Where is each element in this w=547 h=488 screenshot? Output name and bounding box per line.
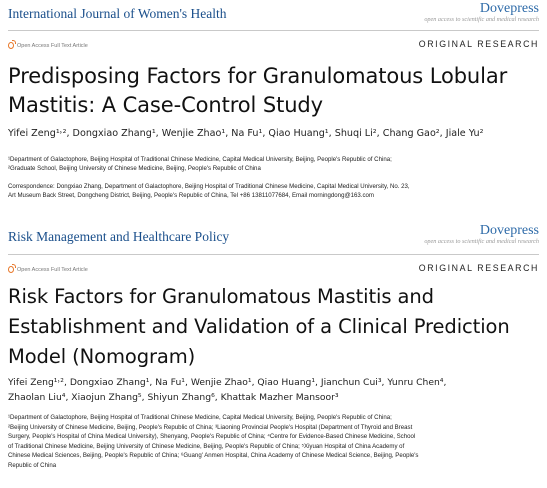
- affiliation-line: Surgery, People's Hospital of China Medical University), Shenyang, People's Republic of China; ⁴Centre for Evidence-Based Chinese Medicine, School: [8, 433, 416, 440]
- journal-name[interactable]: Risk Management and Healthcare Policy: [8, 229, 230, 244]
- title-line: Risk Factors for Granulomatous Mastitis and: [8, 285, 434, 308]
- affiliation-line: ²Graduate School, Beijing University of Chinese Medicine, Beijing, People's Republic of China: [8, 165, 261, 172]
- header-rule: [8, 30, 539, 31]
- open-access-lock-icon: [8, 266, 14, 273]
- open-access-lock-icon: [8, 42, 14, 49]
- publisher-name: Dovepress: [479, 1, 539, 16]
- open-access-text: Open Access Full Text Article: [17, 266, 88, 273]
- author-list: Yifei Zeng¹˒², Dongxiao Zhang¹, Wenjie Zhao¹, Na Fu¹, Qiao Huang¹, Shuqi Li², Chang Gao², Jiale Yu²: [8, 128, 484, 139]
- article-type: ORIGINAL RESEARCH: [418, 263, 539, 273]
- author-line: Zhaolan Liu⁴, Xiaojun Zhang⁵, Shiyun Zhang⁶, Khattak Mazher Mansoor³: [8, 392, 339, 403]
- open-access-label: [8, 42, 88, 49]
- journal-name[interactable]: International Journal of Women's Health: [8, 6, 227, 21]
- correspondence-line: Correspondence: Dongxiao Zhang, Department of Galactophore, Beijing Hospital of Traditional Chinese Medicine, Capital Medical University, No. 23,: [8, 183, 410, 190]
- publisher-tagline: open access to scientific and medical research: [424, 238, 539, 245]
- journal-header: [8, 0, 539, 28]
- publisher-logo[interactable]: [424, 1, 539, 24]
- title-line: Establishment and Validation of a Clinical Prediction: [8, 315, 510, 338]
- affiliation-line: of Traditional Chinese Medicine, Beijing University of Chinese Medicine, Beijing, People's Republic of China; ⁵Xiyuan Hospital of China Academy of: [8, 442, 405, 450]
- affiliation-line: Republic of China: [8, 461, 57, 469]
- article-header-1: [0, 0, 547, 222]
- open-access-text: Open Access Full Text Article: [17, 42, 88, 49]
- publisher-logo[interactable]: [424, 223, 539, 246]
- affiliation-line: ²Beijing University of Chinese Medicine, Beijing, People's Republic of China; ³Liaoning Provincial People's Hospital (Department of Thyroid and Breast: [8, 423, 413, 431]
- affiliation-line: ¹Department of Galactophore, Beijing Hospital of Traditional Chinese Medicine, Capital Medical University, Beijing, People's Republic of China;: [8, 414, 392, 421]
- open-access-label: [8, 266, 88, 273]
- title-line: Model (Nomogram): [8, 345, 196, 368]
- author-line: Yifei Zeng¹˒², Dongxiao Zhang¹, Na Fu¹, Wenjie Zhao¹, Qiao Huang¹, Jianchun Cui³, Yunru Chen⁴,: [8, 377, 447, 388]
- publisher-name: Dovepress: [479, 223, 539, 238]
- header-rule: [8, 254, 539, 255]
- affiliation-line: ¹Department of Galactophore, Beijing Hospital of Traditional Chinese Medicine, Capital Medical University, Beijing, People's Republic of China;: [8, 156, 392, 163]
- article-type: ORIGINAL RESEARCH: [418, 39, 539, 49]
- article-header-2: [0, 222, 547, 488]
- publisher-tagline: open access to scientific and medical research: [424, 16, 539, 23]
- title-line: Mastitis: A Case-Control Study: [8, 93, 323, 117]
- affiliation-line: Chinese Medical Sciences, Beijing, People's Republic of China; ⁶Guang' Anmen Hospital, China Academy of Chinese Medical Science, Beijing, People's: [8, 452, 419, 459]
- title-line: Predisposing Factors for Granulomatous Lobular: [8, 64, 508, 88]
- journal-header: [8, 222, 539, 250]
- correspondence-line: Art Museum Back Street, Dongcheng District, Beijing, People's Republic of China, Tel +86 13811077684, Email morningdong@163.com: [8, 192, 375, 199]
- article-meta-row: [8, 262, 539, 276]
- article-meta-row: [8, 38, 539, 52]
